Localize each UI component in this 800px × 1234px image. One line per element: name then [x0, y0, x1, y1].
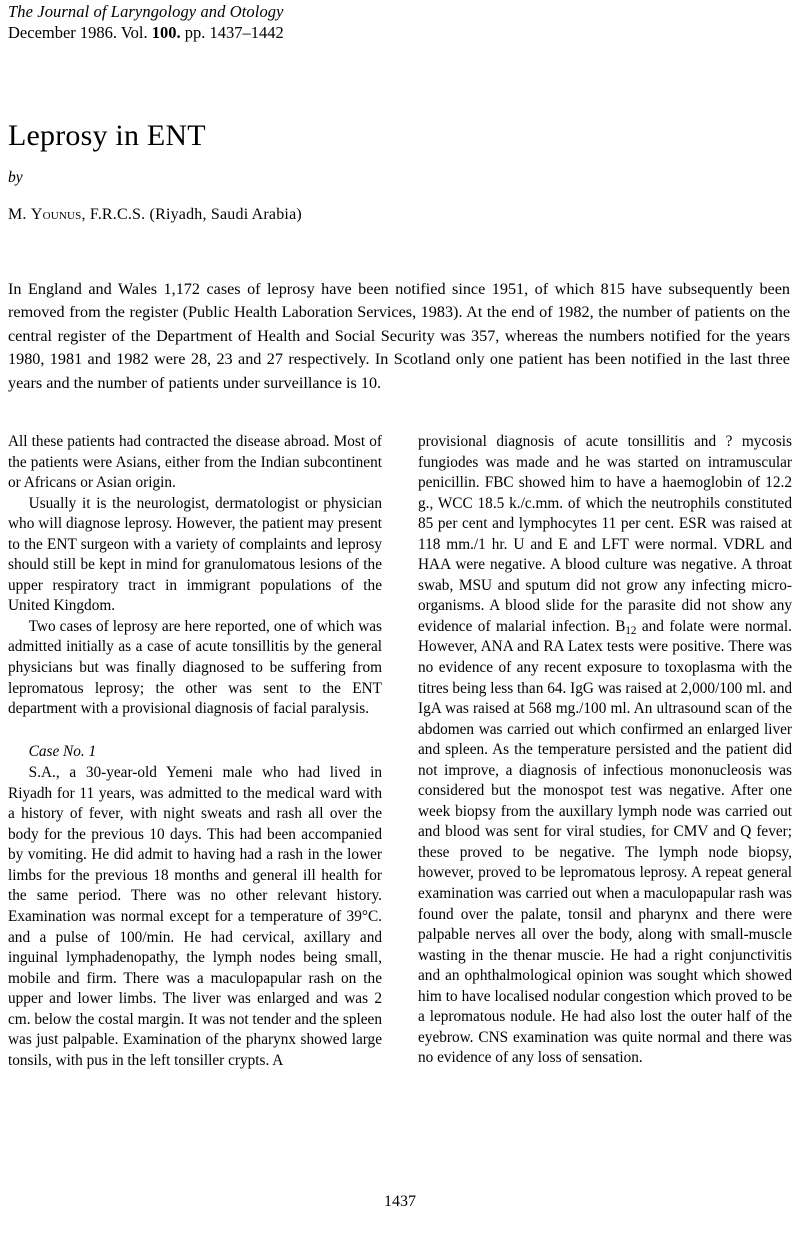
author-credentials: , F.R.C.S. (Riyadh, Saudi Arabia) — [81, 206, 302, 223]
masthead — [8, 2, 608, 43]
author-surname: Younus — [30, 206, 82, 223]
section-heading-case-1: Case No. 1 — [28, 742, 97, 760]
title-block — [8, 118, 708, 226]
issue-line — [8, 22, 608, 43]
paragraph: All these patients had contracted the disease abroad. Most of the patients were Asians, either from the Indian subcontinent or Africans or Asian origin. — [8, 433, 382, 492]
left-column — [8, 432, 382, 1172]
vitamin-b12-subscript: 12 — [625, 625, 637, 637]
volume-number: 100. — [151, 23, 181, 42]
page-range: pp. 1437–1442 — [180, 23, 284, 42]
paragraph: S.A., a 30-year-old Yemeni male who had lived in Riyadh for 11 years, was admitted to the medical ward with a history of fever, with night sweats and rash all over the body for the previous 10 days. This had been accompanied by vomiting. He did admit to having had a rash in the lower limbs for the previous 18 months and general ill health for the same period. There was no other relevant history. Examination was normal except for a temperature of 39°C. and a pulse of 100/min. He had cervical, axillary and inguinal lymphadenopathy, the lymph nodes being small, mobile and firm. There was a maculopapular rash on the upper and lower limbs. The liver was enlarged and was 2 cm. below the costal margin. It was not tender and the spleen was just palpable. Examination of the pharynx showed large tonsils, with pus in the left tonsiller crypts. A — [8, 764, 382, 1069]
issue-date-prefix: December 1986. Vol. — [8, 23, 152, 42]
paragraph-text-before-subscript: provisional diagnosis of acute tonsillitis and ? mycosis fungiodes was made and he was started on intramuscular penicillin. FBC showed him to have a haemoglobin of 12.2 g., WCC 18.5 k./c.mm. of which the neutrophils constituted 85 per cent and lymphocytes 11 per cent. ESR was raised at 118 mm./1 hr. U and E and LFT were normal. VDRL and HAA were negative. A blood culture was negative. A throat swab, MSU and sputum did not grow any infecting micro-organisms. A blood slide for the parasite did not show any evidence of malarial infection. B — [418, 433, 792, 635]
paragraph — [418, 432, 792, 1069]
author-byline — [8, 204, 708, 226]
folio-page-number: 1437 — [384, 1193, 416, 1210]
page-title: Leprosy in ENT — [8, 119, 206, 152]
by-label: by — [8, 169, 23, 186]
journal-title: The Journal of Laryngology and Otology — [8, 2, 284, 21]
paragraph: Two cases of leprosy are here reported, one of which was admitted initially as a case of acute tonsillitis by the general physicians but was finally diagnosed to be suffering from lepromatous leprosy; the other was sent to the ENT department with a provisional diagnosis of facial paralysis. — [8, 617, 382, 718]
abstract: In England and Wales 1,172 cases of leprosy have been notified since 1951, of which 815 have subsequently been removed from the register (Public Health Laboration Services, 1983). At the end of 1982, the number of patients on the central register of the Department of Health and Social Security was 357, whereas the numbers notified for the years 1980, 1981 and 1982 were 28, 23 and 27 respectively. In Scotland only one patient has been notified in the last three years and the number of patients under surveillance is 10. — [8, 280, 790, 392]
paragraph: Usually it is the neurologist, dermatologist or physician who will diagnose leprosy. However, the patient may present to the ENT surgeon with a variety of complaints and leprosy should still be kept in mind for granulomatous lesions of the upper respiratory tract in immigrant populations of the United Kingdom. — [8, 494, 382, 615]
author-initial: M. — [8, 206, 31, 223]
article-body — [8, 432, 792, 1172]
paragraph-text-after-subscript: and folate were normal. However, ANA and RA Latex tests were positive. There was no evidence of any recent exposure to toxoplasma with the titres being less than 64. IgG was raised at 2,000/100 ml. and IgA was raised at 568 mg./100 ml. An ultrasound scan of the abdomen was carried out which confirmed an enlarged liver and spleen. As the temperature persisted and the patient did not improve, a diagnosis of infectious mononucleosis was considered but the monospot test was negative. After one week biopsy from the auxillary lymph node was carried out and blood was sent for viral studies, for CMV and Q fever; these proved to be negative. The lymph node biopsy, however, proved to be lepromatous leprosy. A repeat general examination was carried out when a maculopapular rash was found over the palate, tonsil and pharynx and there were palpable nerves all over the body, along with small-muscle wasting in the thenar muscie. He had a right conjunctivitis and an ophthalmological opinion was sought which showed him to have localised nodular congestion which proved to be a lepromatous nodule. He had also lost the outer half of the eyebrow. CNS examination was quite normal and there was no evidence of any loss of sensation. — [418, 617, 793, 1067]
right-column — [418, 432, 792, 1172]
